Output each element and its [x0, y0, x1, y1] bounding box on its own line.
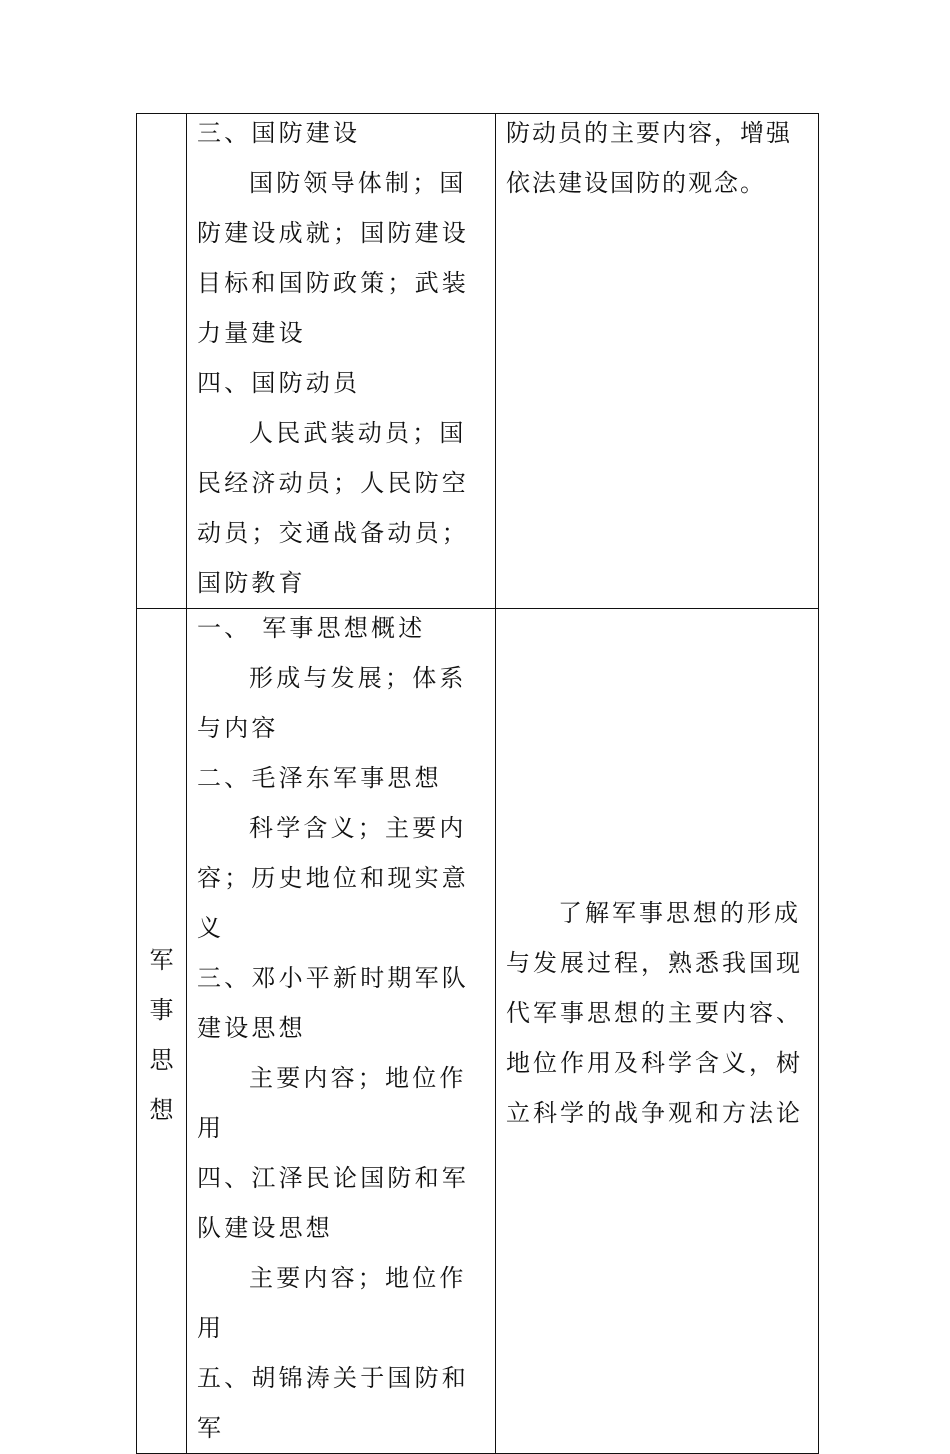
content-heading: 三、邓小平新时期军队建设思想 — [197, 964, 469, 1042]
content-heading: 四、江泽民论国防和军队建设思想 — [197, 1164, 469, 1242]
content-detail: 主要内容；地位作用 — [197, 1064, 467, 1142]
content-detail: 形成与发展；体系与内容 — [197, 664, 467, 742]
topic-cell — [137, 114, 187, 609]
content-heading: 四、国防动员 — [197, 369, 361, 397]
table-row — [137, 609, 819, 1454]
content-cell — [187, 609, 496, 1454]
requirement-text: 了解军事思想的形成与发展过程，熟悉我国现代军事思想的主要内容、地位作用及科学含义，树立科学的战争观和方法论 — [506, 899, 803, 1127]
topic-cell — [137, 609, 187, 1454]
requirement-cell — [496, 609, 819, 1454]
content-detail: 主要内容；地位作用 — [197, 1264, 467, 1342]
content-heading: 一、 军事思想概述 — [197, 614, 426, 642]
content-heading: 五、胡锦涛关于国防和军 — [197, 1364, 469, 1442]
content-heading: 三、国防建设 — [197, 119, 361, 147]
content-detail: 人民武装动员；国民经济动员；人民防空动员；交通战备动员；国防教育 — [197, 419, 469, 597]
requirement-cell — [496, 114, 819, 609]
content-cell — [187, 114, 496, 609]
table-row — [137, 114, 819, 609]
requirement-text: 防动员的主要内容，增强依法建设国防的观念。 — [506, 119, 792, 197]
topic-label: 军事思想 — [149, 946, 174, 1124]
content-detail: 国防领导体制；国防建设成就；国防建设目标和国防政策；武装力量建设 — [197, 169, 469, 347]
syllabus-table — [136, 113, 819, 1454]
content-heading: 二、毛泽东军事思想 — [197, 764, 442, 792]
content-detail: 科学含义；主要内容；历史地位和现实意义 — [197, 814, 469, 942]
